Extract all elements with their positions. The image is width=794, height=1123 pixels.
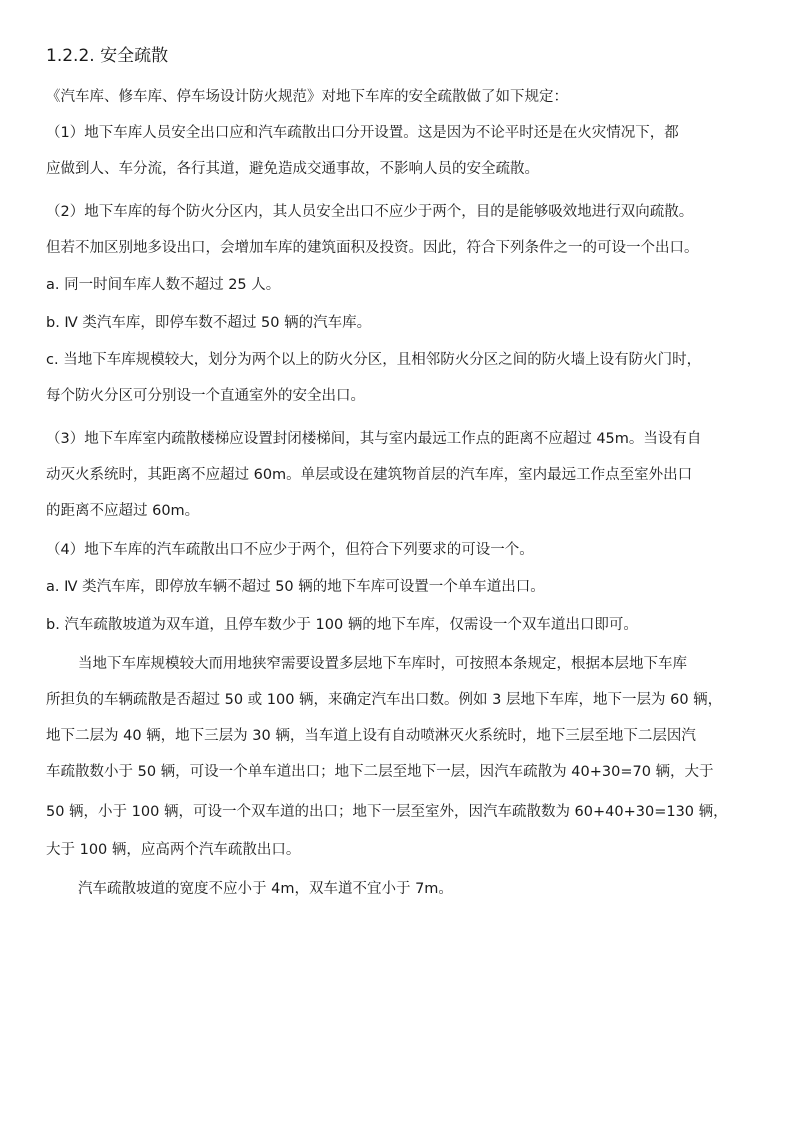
text-line: 每个防火分区可分别设一个直通室外的安全出口。 [46,388,365,404]
text-line: b. 汽车疏散坡道为双车道，且停车数少于 100 辆的地下车库，仅需设一个双车道出口即可。 [46,617,638,633]
text-line: a. 同一时间车库人数不超过 25 人。 [46,277,281,293]
text-line: 动灭火系统时，其距离不应超过 60m。单层或设在建筑物首层的汽车库，室内最远工作点至室外出口 [46,467,693,483]
intro-paragraph: 《汽车库、修车库、停车场设计防火规范》对地下车库的安全疏散做了如下规定： [46,89,568,105]
text-line: 大于 100 辆，应高两个汽车疏散出口。 [46,842,301,858]
text-line: 地下二层为 40 辆，地下三层为 30 辆，当车道上设有自动喷淋灭火系统时，地下三层至地下二层因汽 [46,728,696,744]
text-line: （1）地下车库人员安全出口应和汽车疏散出口分开设置。这是因为不论平时还是在火灾情况下，都 [46,125,679,141]
text-line: 应做到人、车分流，各行其道，避免造成交通事故，不影响人员的安全疏散。 [46,161,539,177]
text-line: 当地下车库规模较大而用地狭窄需要设置多层地下车库时，可按照本条规定，根据本层地下车库 [78,656,687,672]
text-line: 50 辆，小于 100 辆，可设一个双车道的出口；地下一层至室外，因汽车疏散数为 60+40+30=130 辆， [46,804,728,820]
text-line: （4）地下车库的汽车疏散出口不应少于两个，但符合下列要求的可设一个。 [46,542,534,558]
text-line: b. Ⅳ 类汽车库，即停车数不超过 50 辆的汽车库。 [46,315,372,331]
text-line: 车疏散数小于 50 辆，可设一个单车道出口；地下二层至地下一层，因汽车疏散为 40+30=70 辆，大于 [46,764,714,780]
section-heading: 1.2.2. 安全疏散 [46,46,169,66]
text-line: c. 当地下车库规模较大，划分为两个以上的防火分区，且相邻防火分区之间的防火墙上设有防火门时， [46,352,702,368]
text-line: 汽车疏散坡道的宽度不应小于 4m，双车道不宜小于 7m。 [78,881,453,897]
text-line: 所担负的车辆疏散是否超过 50 或 100 辆，来确定汽车出口数。例如 3 层地下车库，地下一层为 60 辆， [46,692,723,708]
text-line: 但若不加区别地多设出口，会增加车库的建筑面积及投资。因此，符合下列条件之一的可设一个出口。 [46,240,699,256]
text-line: （3）地下车库室内疏散楼梯应设置封闭楼梯间，其与室内最远工作点的距离不应超过 45m。当设有自 [46,431,702,447]
text-line: a. Ⅳ 类汽车库，即停放车辆不超过 50 辆的地下车库可设置一个单车道出口。 [46,579,545,595]
text-line: 的距离不应超过 60m。 [46,503,200,519]
text-line: （2）地下车库的每个防火分区内，其人员安全出口不应少于两个，目的是能够吸效地进行双向疏散。 [46,204,694,220]
